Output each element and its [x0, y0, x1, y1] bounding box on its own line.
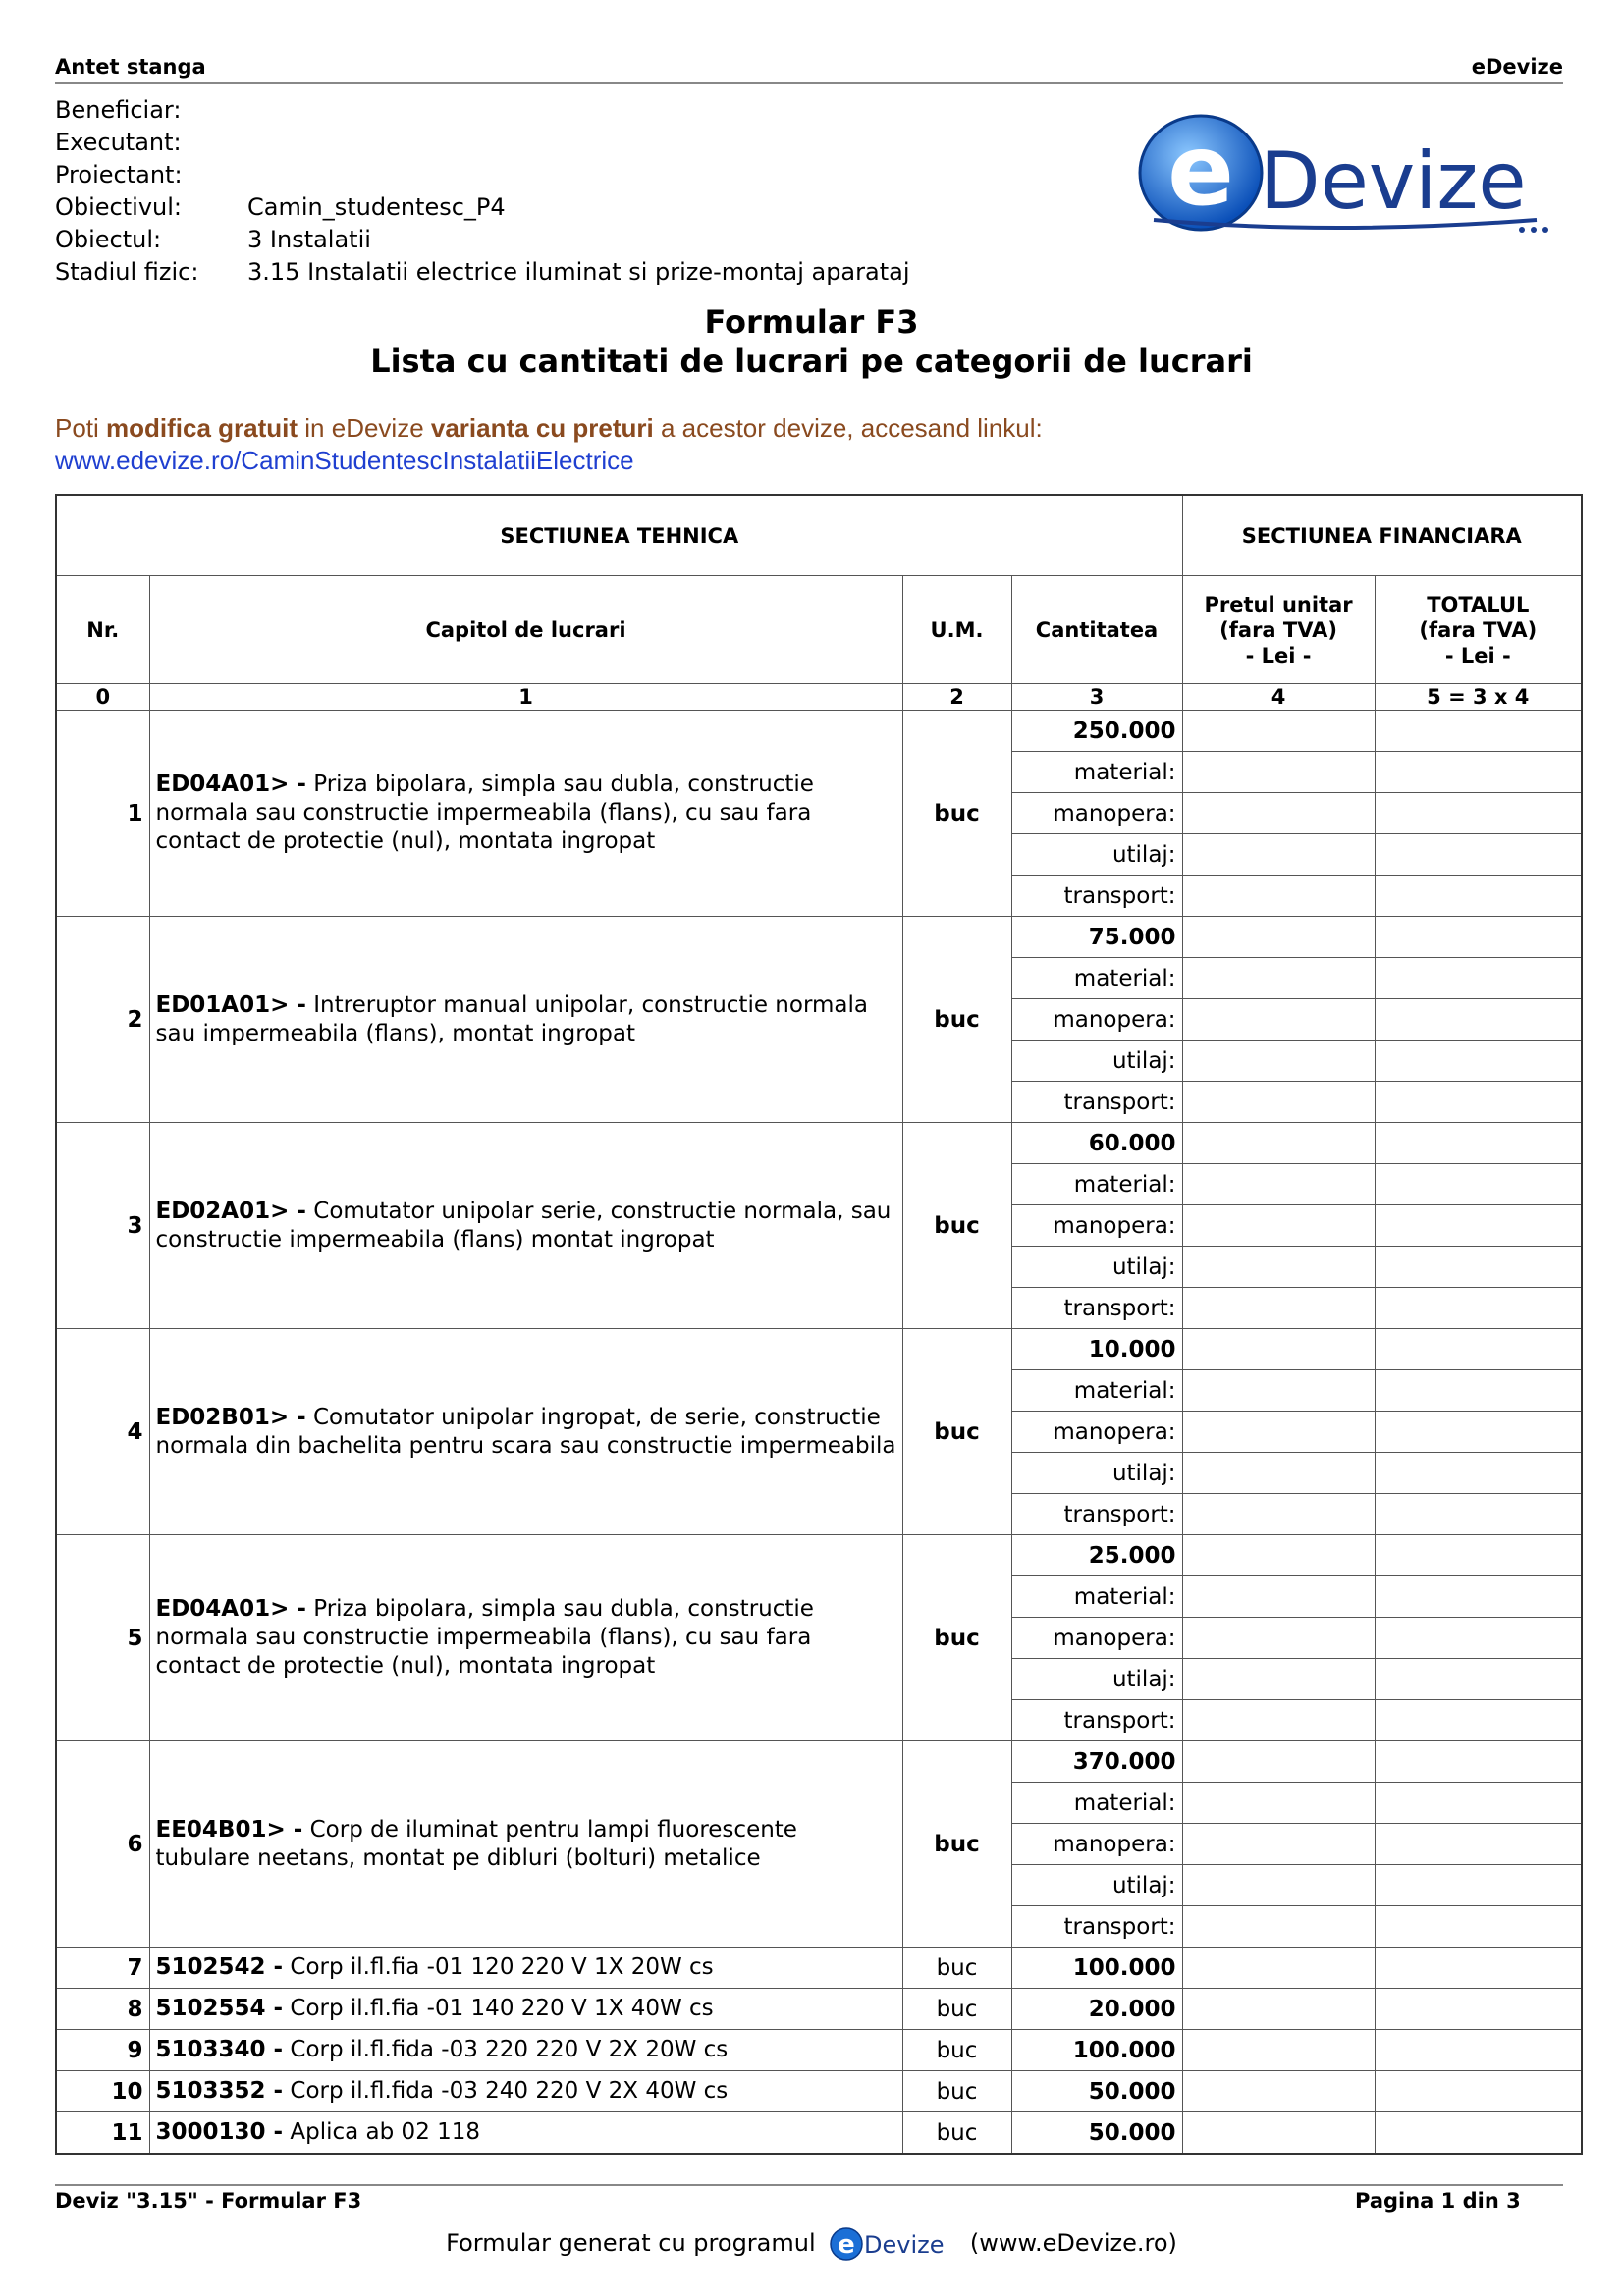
row-total [1375, 1989, 1582, 2030]
component-price [1182, 1700, 1375, 1741]
component-price [1182, 834, 1375, 876]
row-description: 5102554 - Corp il.fl.fia -01 140 220 V 1X 40W cs [149, 1989, 902, 2030]
row-quantity: 250.000 [1011, 711, 1182, 752]
component-label: transport: [1011, 876, 1182, 917]
page-title [0, 302, 1623, 381]
component-price [1182, 1041, 1375, 1082]
component-label: manopera: [1011, 1205, 1182, 1247]
component-label: material: [1011, 1576, 1182, 1618]
component-total [1375, 1618, 1582, 1659]
row-unit-price [1182, 2071, 1375, 2112]
info-executant: Executant: [55, 129, 182, 156]
col-cantitatea: Cantitatea [1011, 576, 1182, 684]
row-total [1375, 711, 1582, 752]
edevize-mini-logo [829, 2224, 956, 2264]
component-total [1375, 1865, 1582, 1906]
component-label: utilaj: [1011, 1247, 1182, 1288]
row-quantity: 10.000 [1011, 1329, 1182, 1370]
component-price [1182, 1412, 1375, 1453]
table-row [56, 2112, 1582, 2155]
col-number: 5 = 3 x 4 [1375, 684, 1582, 711]
component-label: utilaj: [1011, 1453, 1182, 1494]
table-row [56, 711, 1582, 752]
row-total [1375, 917, 1582, 958]
component-label: utilaj: [1011, 1659, 1182, 1700]
row-total [1375, 2112, 1582, 2155]
component-total [1375, 1041, 1582, 1082]
table-row [56, 1329, 1582, 1370]
component-price [1182, 1783, 1375, 1824]
table-row [56, 1123, 1582, 1164]
row-unit-price [1182, 1123, 1375, 1164]
table-row [56, 1989, 1582, 2030]
component-label: manopera: [1011, 1412, 1182, 1453]
component-label: manopera: [1011, 793, 1182, 834]
col-um: U.M. [902, 576, 1011, 684]
component-price [1182, 1824, 1375, 1865]
table-row [56, 917, 1582, 958]
row-total [1375, 1948, 1582, 1989]
component-price [1182, 1494, 1375, 1535]
component-price [1182, 1247, 1375, 1288]
row-um: buc [902, 2112, 1011, 2155]
component-price [1182, 1906, 1375, 1948]
component-total [1375, 1205, 1582, 1247]
row-um: buc [902, 711, 1011, 917]
row-um: buc [902, 1741, 1011, 1948]
component-price [1182, 1659, 1375, 1700]
footer-left: Deviz "3.15" - Formular F3 [55, 2189, 362, 2213]
col-number: 4 [1182, 684, 1375, 711]
component-label: manopera: [1011, 1824, 1182, 1865]
row-description: ED02A01> - Comutator unipolar serie, constructie normala, sau constructie impermeabila (flans) montat ingropat [149, 1123, 902, 1329]
row-total [1375, 1741, 1582, 1783]
row-description: ED04A01> - Priza bipolara, simpla sau dubla, constructie normala sau constructie impermeabila (flans), cu sau fara contact de protectie (nul), montata ingropat [149, 711, 902, 917]
row-unit-price [1182, 711, 1375, 752]
row-um: buc [902, 1123, 1011, 1329]
component-price [1182, 1370, 1375, 1412]
row-quantity: 20.000 [1011, 1989, 1182, 2030]
svg-text:e: e [1167, 113, 1234, 228]
component-price [1182, 958, 1375, 999]
generated-by: Formular generat cu programul e Devize (www.eDevize.ro) [0, 2224, 1623, 2264]
row-unit-price [1182, 1741, 1375, 1783]
component-total [1375, 958, 1582, 999]
row-um: buc [902, 2030, 1011, 2071]
component-total [1375, 1412, 1582, 1453]
col-nr: Nr. [56, 576, 149, 684]
component-label: utilaj: [1011, 1865, 1182, 1906]
row-quantity: 75.000 [1011, 917, 1182, 958]
info-proiectant: Proiectant: [55, 161, 183, 188]
component-label: material: [1011, 958, 1182, 999]
row-nr: 5 [56, 1535, 149, 1741]
svg-text:e: e [838, 2230, 856, 2260]
row-nr: 10 [56, 2071, 149, 2112]
row-unit-price [1182, 1535, 1375, 1576]
component-total [1375, 1700, 1582, 1741]
row-total [1375, 2071, 1582, 2112]
row-total [1375, 1535, 1582, 1576]
row-nr: 6 [56, 1741, 149, 1948]
row-um: buc [902, 1989, 1011, 2030]
row-nr: 1 [56, 711, 149, 917]
row-description: 5102542 - Corp il.fl.fia -01 120 220 V 1X 20W cs [149, 1948, 902, 1989]
component-label: utilaj: [1011, 1041, 1182, 1082]
component-label: transport: [1011, 1906, 1182, 1948]
row-quantity: 100.000 [1011, 1948, 1182, 1989]
row-description: ED04A01> - Priza bipolara, simpla sau dubla, constructie normala sau constructie impermeabila (flans), cu sau fara contact de protectie (nul), montata ingropat [149, 1535, 902, 1741]
component-total [1375, 1288, 1582, 1329]
component-label: transport: [1011, 1082, 1182, 1123]
component-total [1375, 1370, 1582, 1412]
table-row [56, 1948, 1582, 1989]
svg-text:Devize: Devize [1260, 135, 1527, 227]
edevize-logo [1134, 110, 1566, 238]
info-stadiul-fizic: Stadiul fizic: 3.15 Instalatii electrice iluminat si prize-montaj aparataj [55, 258, 910, 286]
component-label: transport: [1011, 1700, 1182, 1741]
component-price [1182, 999, 1375, 1041]
component-label: material: [1011, 1370, 1182, 1412]
header-right: eDevize [1471, 55, 1563, 79]
row-um: buc [902, 917, 1011, 1123]
table-row [56, 2071, 1582, 2112]
row-nr: 7 [56, 1948, 149, 1989]
row-description: 5103352 - Corp il.fl.fida -03 240 220 V 2X 40W cs [149, 2071, 902, 2112]
component-total [1375, 1164, 1582, 1205]
row-total [1375, 1123, 1582, 1164]
component-total [1375, 834, 1582, 876]
component-total [1375, 999, 1582, 1041]
component-total [1375, 1494, 1582, 1535]
works-table [55, 494, 1583, 2155]
promo-text [55, 412, 1043, 477]
row-unit-price [1182, 2112, 1375, 2155]
component-label: manopera: [1011, 999, 1182, 1041]
row-um: buc [902, 1329, 1011, 1535]
component-price [1182, 1576, 1375, 1618]
info-obiectivul: Obiectivul: Camin_studentesc_P4 [55, 193, 506, 221]
row-description: ED01A01> - Intreruptor manual unipolar, constructie normala sau impermeabila (flans), montat ingropat [149, 917, 902, 1123]
component-label: material: [1011, 752, 1182, 793]
title-line-1: Formular F3 [704, 303, 919, 341]
col-number: 1 [149, 684, 902, 711]
row-description: ED02B01> - Comutator unipolar ingropat, de serie, constructie normala din bachelita pentru scara sau constructie impermeabila [149, 1329, 902, 1535]
row-quantity: 25.000 [1011, 1535, 1182, 1576]
component-total [1375, 1783, 1582, 1824]
row-total [1375, 1329, 1582, 1370]
row-unit-price [1182, 917, 1375, 958]
col-capitol: Capitol de lucrari [149, 576, 902, 684]
row-quantity: 50.000 [1011, 2112, 1182, 2155]
component-price [1182, 1618, 1375, 1659]
row-quantity: 60.000 [1011, 1123, 1182, 1164]
table-row [56, 1741, 1582, 1783]
row-nr: 11 [56, 2112, 149, 2155]
row-unit-price [1182, 2030, 1375, 2071]
component-total [1375, 1082, 1582, 1123]
promo-link[interactable]: www.edevize.ro/CaminStudentescInstalatiiElectrice [55, 446, 634, 475]
row-um: buc [902, 2071, 1011, 2112]
component-price [1182, 1164, 1375, 1205]
component-total [1375, 752, 1582, 793]
component-total [1375, 1453, 1582, 1494]
component-label: transport: [1011, 1288, 1182, 1329]
row-nr: 2 [56, 917, 149, 1123]
component-label: manopera: [1011, 1618, 1182, 1659]
component-label: transport: [1011, 1494, 1182, 1535]
component-total [1375, 1659, 1582, 1700]
row-description: EE04B01> - Corp de iluminat pentru lampi fluorescente tubulare neetans, montat pe dibluri (bolturi) metalice [149, 1741, 902, 1948]
row-um: buc [902, 1535, 1011, 1741]
svg-text:Devize: Devize [864, 2231, 945, 2259]
row-description: 5103340 - Corp il.fl.fida -03 220 220 V 2X 20W cs [149, 2030, 902, 2071]
col-totalul: TOTALUL (fara TVA) - Lei - [1375, 576, 1582, 684]
footer-page-number: Pagina 1 din 3 [1355, 2189, 1521, 2213]
component-total [1375, 1247, 1582, 1288]
component-total [1375, 1576, 1582, 1618]
table-row [56, 1535, 1582, 1576]
table-body [56, 711, 1582, 2155]
info-beneficiar: Beneficiar: [55, 96, 182, 124]
component-price [1182, 752, 1375, 793]
component-total [1375, 1824, 1582, 1865]
header-left: Antet stanga [55, 55, 206, 79]
row-nr: 8 [56, 1989, 149, 2030]
promo-line: Poti modifica gratuit in eDevize varianta cu preturi a acestor devize, accesand linkul: [55, 413, 1043, 443]
component-total [1375, 793, 1582, 834]
component-label: material: [1011, 1164, 1182, 1205]
component-price [1182, 1453, 1375, 1494]
row-quantity: 100.000 [1011, 2030, 1182, 2071]
row-nr: 9 [56, 2030, 149, 2071]
row-unit-price [1182, 1329, 1375, 1370]
col-number: 3 [1011, 684, 1182, 711]
component-price [1182, 1205, 1375, 1247]
footer-divider [55, 2184, 1563, 2186]
row-unit-price [1182, 1948, 1375, 1989]
row-quantity: 370.000 [1011, 1741, 1182, 1783]
component-label: utilaj: [1011, 834, 1182, 876]
row-nr: 4 [56, 1329, 149, 1535]
component-price [1182, 793, 1375, 834]
title-line-2: Lista cu cantitati de lucrari pe categorii de lucrari [370, 343, 1253, 380]
row-unit-price [1182, 1989, 1375, 2030]
page-header [55, 55, 1563, 84]
row-um: buc [902, 1948, 1011, 1989]
table-row [56, 2030, 1582, 2071]
component-price [1182, 1082, 1375, 1123]
row-quantity: 50.000 [1011, 2071, 1182, 2112]
info-obiectul: Obiectul: 3 Instalatii [55, 226, 371, 253]
component-label: material: [1011, 1783, 1182, 1824]
component-price [1182, 876, 1375, 917]
row-description: 3000130 - Aplica ab 02 118 [149, 2112, 902, 2155]
section-fin-header: SECTIUNEA FINANCIARA [1182, 495, 1582, 576]
component-price [1182, 1288, 1375, 1329]
component-price [1182, 1865, 1375, 1906]
row-nr: 3 [56, 1123, 149, 1329]
component-total [1375, 1906, 1582, 1948]
col-pret-unitar: Pretul unitar (fara TVA) - Lei - [1182, 576, 1375, 684]
col-number: 2 [902, 684, 1011, 711]
project-info [55, 94, 910, 289]
col-number: 0 [56, 684, 149, 711]
section-tech-header: SECTIUNEA TEHNICA [56, 495, 1182, 576]
component-total [1375, 876, 1582, 917]
row-total [1375, 2030, 1582, 2071]
